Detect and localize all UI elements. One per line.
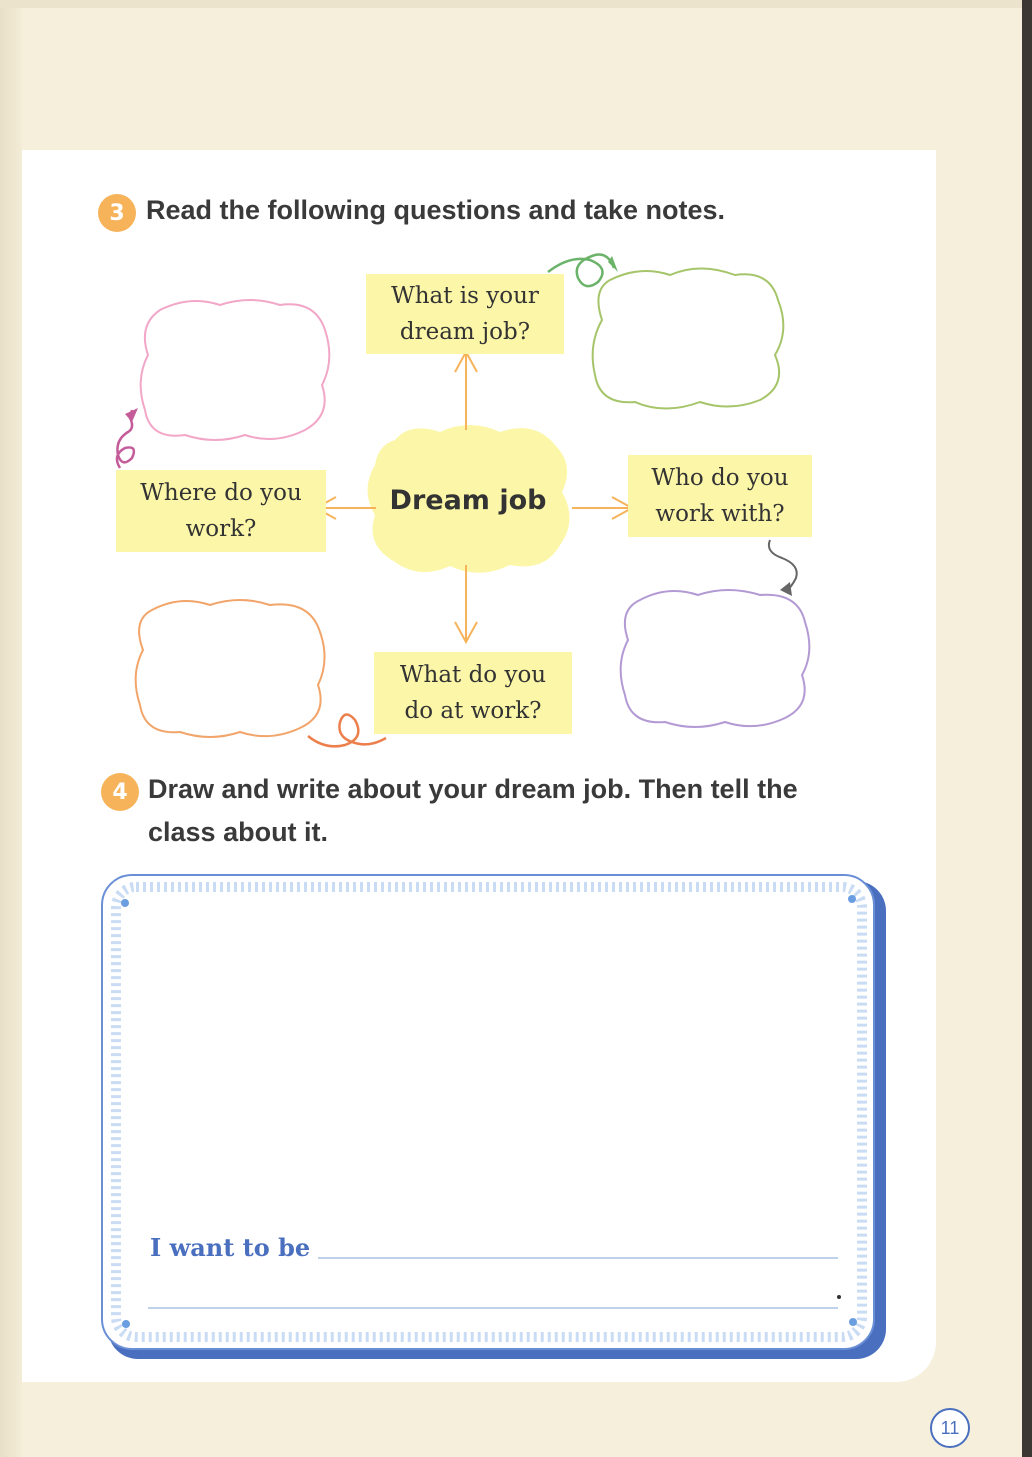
question-right-line1: Who do you — [651, 465, 789, 491]
question-top-box — [366, 274, 564, 354]
orange-note-cloud[interactable] — [136, 600, 325, 737]
center-label: Dream job — [389, 485, 547, 516]
green-note-cloud[interactable] — [593, 269, 784, 409]
activity-3-badge: 3 — [98, 194, 136, 232]
question-bottom-line2: do at work? — [404, 698, 542, 724]
pink-note-cloud[interactable] — [141, 300, 330, 440]
purple-note-cloud[interactable] — [621, 590, 810, 727]
purple-curl-connector — [769, 540, 797, 592]
activity-4-instruction-line1: Draw and write about your dream job. Then tell the — [148, 774, 798, 804]
arrow-down — [455, 565, 477, 642]
arrow-right — [572, 497, 632, 519]
arrow-up — [455, 352, 477, 430]
question-left-line1: Where do you — [140, 480, 302, 506]
period-dot — [837, 1295, 841, 1299]
question-right-line2: work with? — [655, 501, 785, 527]
drawing-frame — [102, 875, 886, 1359]
question-bottom-box — [374, 652, 572, 734]
question-right-box — [628, 455, 812, 537]
activity-4-badge: 4 — [101, 773, 139, 811]
question-top-line1: What is your — [391, 283, 539, 309]
grey-arrowhead — [780, 582, 792, 596]
activity-4-instruction-line2: class about it. — [148, 817, 329, 847]
page-number: 11 — [930, 1408, 970, 1448]
activity-3-instruction: Read the following questions and take notes. — [146, 195, 726, 225]
question-top-line2: dream job? — [399, 319, 531, 345]
question-left-line2: work? — [185, 516, 257, 542]
question-bottom-line1: What do you — [399, 662, 547, 688]
sentence-starter: I want to be — [150, 1233, 311, 1262]
question-left-box — [116, 470, 326, 552]
